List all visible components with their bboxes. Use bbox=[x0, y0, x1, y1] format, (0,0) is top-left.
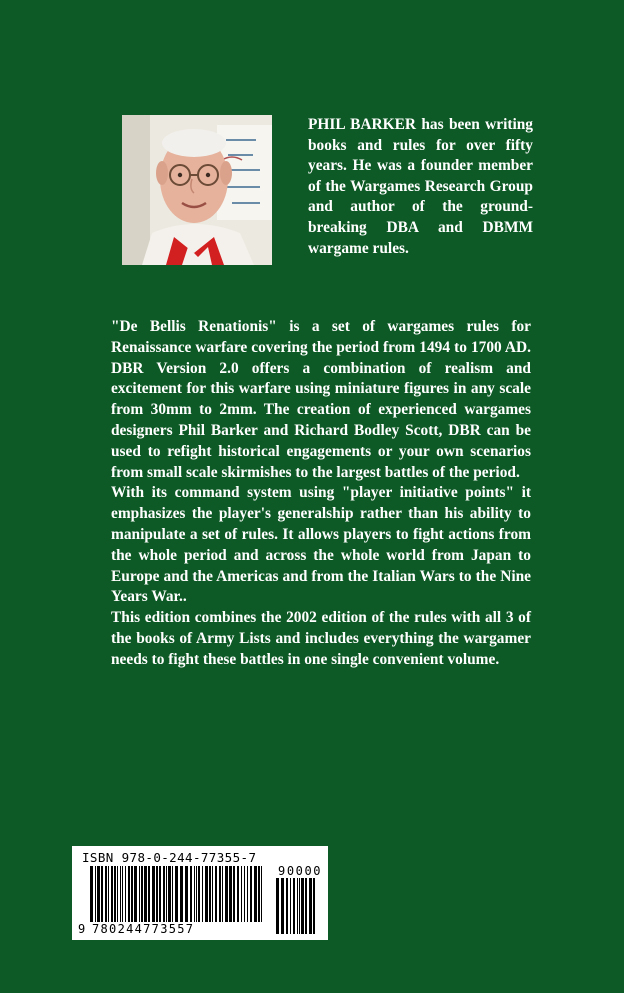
barcode-bar bbox=[190, 866, 192, 922]
barcode-bar bbox=[114, 866, 116, 922]
barcode-bar bbox=[297, 878, 298, 934]
barcode-bar bbox=[105, 866, 107, 922]
barcode-bar bbox=[290, 878, 291, 934]
barcode-bar bbox=[120, 866, 121, 922]
author-photo bbox=[122, 115, 272, 265]
barcode-bar bbox=[229, 866, 232, 922]
barcode-bar bbox=[156, 866, 158, 922]
barcode-digits: 780244773557 bbox=[92, 922, 195, 936]
barcode-bar bbox=[247, 866, 248, 922]
barcode-bar bbox=[212, 866, 213, 922]
barcode-lead-digit: 9 bbox=[78, 922, 86, 936]
barcode-bar bbox=[117, 866, 118, 922]
barcode-bar bbox=[261, 866, 262, 922]
barcode-bar bbox=[180, 866, 183, 922]
barcode-bar bbox=[172, 866, 173, 922]
barcode-bar bbox=[209, 866, 211, 922]
barcode-bar bbox=[233, 866, 235, 922]
barcode-bar bbox=[301, 878, 304, 934]
barcode-bar bbox=[175, 866, 178, 922]
barcode-bar bbox=[219, 866, 221, 922]
isbn-barcode bbox=[72, 846, 328, 940]
description-paragraph: With its command system using "player initiative points" it emphasizes the player's generalship rather than his ability to manipulate a set of rules. It allows players to fight actions from the whole period and across the whole world from Japan to Europe and the Americas and from the Italian Wars to the Nine Years War.. bbox=[111, 484, 531, 606]
barcode-bar bbox=[222, 866, 223, 922]
barcode-bar bbox=[196, 866, 197, 922]
barcode-bar bbox=[128, 866, 130, 922]
barcode-bar bbox=[168, 866, 171, 922]
barcode-bar bbox=[241, 866, 242, 922]
barcode-bar bbox=[258, 866, 260, 922]
barcode-bar bbox=[166, 866, 167, 922]
barcode-bar bbox=[309, 878, 312, 934]
book-description bbox=[111, 317, 531, 671]
barcode-bar bbox=[305, 878, 307, 934]
barcode-addon-digits: 90000 bbox=[278, 864, 323, 878]
barcode-bar bbox=[159, 866, 161, 922]
barcode-bar bbox=[202, 866, 203, 922]
description-paragraph: "De Bellis Renationis" is a set of wargames rules for Renaissance warfare covering the period from 1494 to 1700 AD. DBR Version 2.0 offers a combination of realism and excitement for this warfare using miniature figures in any scale from 30mm to 2mm. The creation of experienced wargames designers Phil Barker and Richard Bodley Scott, DBR can be used to refight historical engagements or your own scenarios from small scale skirmishes to the largest battles of the period. bbox=[111, 318, 531, 481]
barcode-bar bbox=[286, 878, 288, 934]
barcode-bar bbox=[97, 866, 100, 922]
barcode-bar bbox=[293, 878, 295, 934]
barcode-bar bbox=[122, 866, 123, 922]
barcode-bar bbox=[152, 866, 155, 922]
barcode-bar bbox=[163, 866, 165, 922]
barcode-bar bbox=[205, 866, 208, 922]
barcode-bar bbox=[144, 866, 147, 922]
barcode-bar bbox=[139, 866, 140, 922]
barcode-bar bbox=[125, 866, 126, 922]
barcode-bar bbox=[141, 866, 143, 922]
barcode-bar bbox=[108, 866, 109, 922]
barcode-bar bbox=[134, 866, 137, 922]
barcode-bar bbox=[225, 866, 228, 922]
barcode-bar bbox=[237, 866, 239, 922]
barcode-bar bbox=[276, 878, 279, 934]
barcode-bar bbox=[90, 866, 93, 922]
author-portrait-image bbox=[122, 115, 272, 265]
barcode-bar bbox=[185, 866, 188, 922]
barcode-bar bbox=[148, 866, 150, 922]
barcode-bar bbox=[194, 866, 195, 922]
barcode-bar bbox=[215, 866, 217, 922]
barcode-bar bbox=[198, 866, 200, 922]
barcode-bar bbox=[244, 866, 245, 922]
barcode-bar bbox=[111, 866, 113, 922]
barcode-bar bbox=[313, 878, 315, 934]
barcode-bar bbox=[131, 866, 133, 922]
barcode-bar bbox=[250, 866, 252, 922]
barcode-bar bbox=[101, 866, 103, 922]
barcode-bar bbox=[299, 878, 300, 934]
barcode-bar bbox=[281, 878, 284, 934]
barcode-bar bbox=[254, 866, 257, 922]
description-paragraph: This edition combines the 2002 edition of the rules with all 3 of the books of Army Lists and includes everything the wargamer needs to fight these battles in one single convenient volume. bbox=[111, 609, 531, 668]
barcode-bar bbox=[95, 866, 96, 922]
isbn-label: ISBN 978-0-244-77355-7 bbox=[82, 850, 257, 865]
author-bio: PHIL BARKER has been writing books and rules for over fifty years. He was a founder member of the Wargames Research Group and author of the ground-breaking DBA and DBMM wargame rules. bbox=[308, 116, 533, 257]
